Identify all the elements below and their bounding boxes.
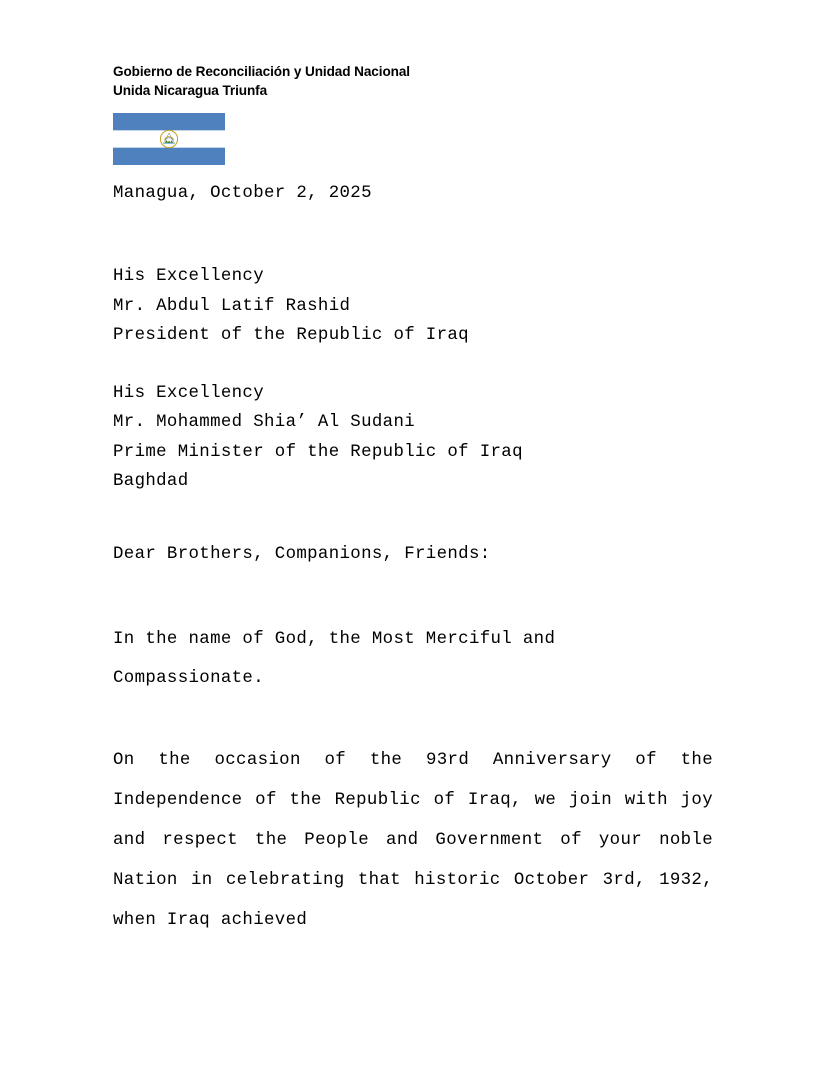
letter-body <box>113 183 713 941</box>
letterhead <box>113 62 753 100</box>
salutation <box>113 540 713 569</box>
nicaragua-flag-icon <box>113 113 225 165</box>
addressee-1-title: President of the Republic of Iraq <box>113 326 469 345</box>
salutation-text: Dear Brothers, Companions, Friends: <box>113 544 491 564</box>
addressee-2-honorific: His Excellency <box>113 383 265 403</box>
dateline-text: Managua, October 2, 2025 <box>113 184 372 203</box>
letterhead-line-2: Unida Nicaragua Triunfa <box>113 83 268 98</box>
addressee-2-city: Baghdad <box>113 472 189 491</box>
letterhead-line-1: Gobierno de Reconciliación y Unidad Nacional <box>113 64 410 79</box>
invocation-paragraph: In the name of God, the Most Merciful and Compassionate. <box>113 629 556 688</box>
addressee-1-name: Mr. Abdul Latif Rashid <box>113 296 351 316</box>
addressee-block-prime-minister <box>113 379 713 497</box>
addressee-2-name: Mr. Mohammed Shia’ Al Sudani <box>113 413 416 432</box>
body-paragraph-1: On the occasion of the 93rd Anniversary of the Independence of the Republic of Iraq, we join with joy and respect the People and Government of your noble Nation in celebrating that historic October 3rd, 1932, when Iraq achieved <box>113 750 713 930</box>
addressee-1-honorific: His Excellency <box>113 267 265 286</box>
dateline <box>113 183 713 205</box>
addressee-2-title: Prime Minister of the Republic of Iraq <box>113 442 523 462</box>
addressee-block-president <box>113 262 713 351</box>
